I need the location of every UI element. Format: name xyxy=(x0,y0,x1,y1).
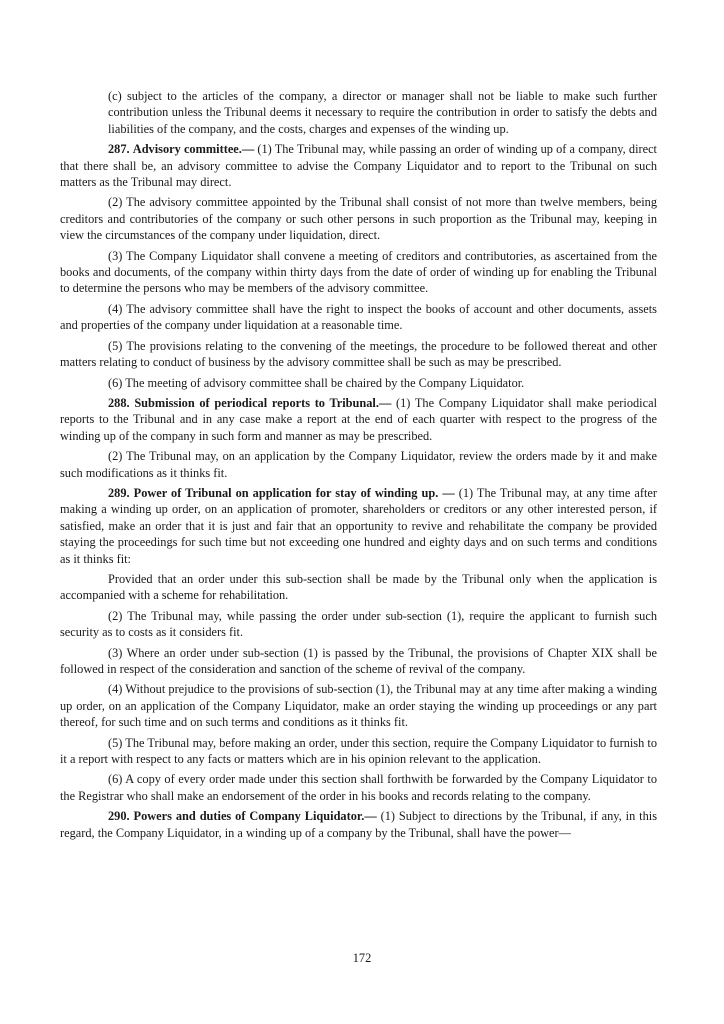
section-text: (1) The Tribunal may, while passing an order of winding up of a company, direct that there shall be, an advisory committee to advise the Company Liquidator and to report to the Tribunal on such matters as the Tribunal may direct. xyxy=(60,142,657,190)
paragraph: (2) The Tribunal may, while passing the order under sub-section (1), require the applicant to furnish such security as to costs as it considers fit. xyxy=(60,608,657,640)
section-title: Powers and duties of Company Liquidator.— xyxy=(133,809,377,824)
document-body xyxy=(60,88,657,845)
proviso: Provided that an order under this sub-section shall be made by the Tribunal only when the application is accompanied with a scheme for rehabilitation. xyxy=(60,571,657,603)
section-290 xyxy=(60,808,657,841)
paragraph: (2) The advisory committee appointed by the Tribunal shall consist of not more than twelve members, being creditors and contributories of the company or such other persons in such proportion as the Tribunal may, keeping in view the circumstances of the company under liquidation, direct. xyxy=(60,195,657,243)
section-287 xyxy=(60,141,657,190)
section-number: 287. xyxy=(108,142,130,157)
section-text: (1) The Company Liquidator shall make periodical reports to the Tribunal and in any case make a report at the end of each quarter with respect to the progress of the winding up of the company in such form and manner as may be prescribed. xyxy=(60,395,657,443)
section-title: Submission of periodical reports to Tribunal.— xyxy=(134,395,392,410)
page-number: 172 xyxy=(352,951,372,965)
section-title: Power of Tribunal on application for stay of winding up. — xyxy=(133,485,455,500)
section-number: 288. xyxy=(108,395,130,410)
section-text: (1) Subject to directions by the Tribunal, if any, in this regard, the Company Liquidator, in a winding up of a company by the Tribunal, shall have the power— xyxy=(60,809,658,840)
paragraph: (3) The Company Liquidator shall convene a meeting of creditors and contributories, as ascertained from the books and documents, of the company within thirty days from the date of order of winding up for enabling the Tribunal to determine the persons who may be members of the advisory committee. xyxy=(60,248,657,296)
paragraph: (6) A copy of every order made under this section shall forthwith be forwarded by the Company Liquidator to the Registrar who shall make an endorsement of the order in his books and records relating to the company. xyxy=(60,772,657,803)
paragraph: (2) The Tribunal may, on an application by the Company Liquidator, review the orders made by it and make such modifications as it thinks fit. xyxy=(60,449,657,480)
clause-c: (c) subject to the articles of the company, a director or manager shall not be liable to make such further contribution unless the Tribunal deems it necessary to require the contribution in order to satisfy the debts and liabilities of the company, and the costs, charges and expenses of the winding up. xyxy=(108,89,657,136)
paragraph: (3) Where an order under sub-section (1) is passed by the Tribunal, the provisions of Chapter XIX shall be followed in respect of the consideration and sanction of the scheme of revival of the company. xyxy=(60,645,657,676)
section-number: 289. xyxy=(108,485,130,500)
paragraph: (5) The provisions relating to the convening of the meetings, the procedure to be followed thereat and other matters relating to conduct of business by the advisory committee shall be such as may be prescribed. xyxy=(60,338,657,370)
section-289 xyxy=(60,485,657,567)
paragraph: (4) The advisory committee shall have the right to inspect the books of account and other documents, assets and properties of the company under liquidation at a reasonable time. xyxy=(60,301,657,333)
section-title: Advisory committee.— xyxy=(132,142,255,157)
paragraph: (6) The meeting of advisory committee shall be chaired by the Company Liquidator. xyxy=(108,375,525,390)
section-288 xyxy=(60,395,657,444)
paragraph: (4) Without prejudice to the provisions of sub-section (1), the Tribunal may at any time after making a winding up order, on an application of the Company Liquidator, make an order staying the winding up proceedings or any part thereof, for such time and on such terms and conditions as it thinks fit. xyxy=(60,682,657,730)
section-number: 290. xyxy=(108,809,130,824)
section-text: (1) The Tribunal may, at any time after making a winding up order, on an application of promoter, shareholders or creditors or any other interested person, if satisfied, make an order that it is just and fair that an opportunity to revive and rehabilitate the company be provided staying the proceedings for such time but not exceeding one hundred and eighty days and on such terms and conditions as it thinks fit: xyxy=(60,485,657,566)
paragraph: (5) The Tribunal may, before making an order, under this section, require the Company Liquidator to furnish to it a report with respect to any facts or matters which are in his opinion relevant to the application. xyxy=(60,735,657,767)
